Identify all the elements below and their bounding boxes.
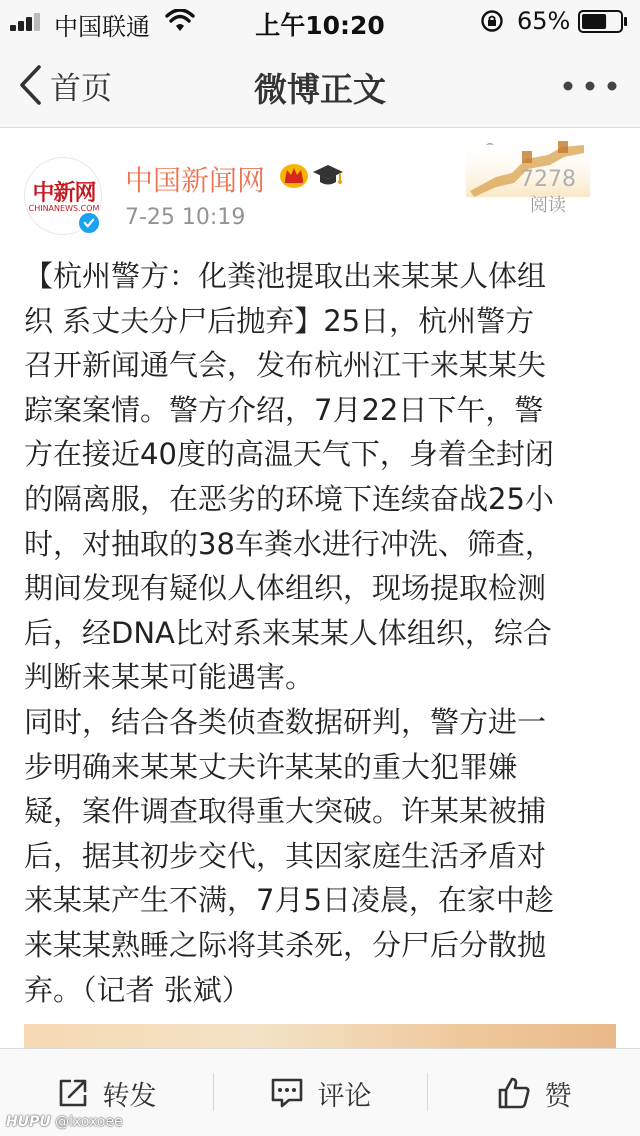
graduation-cap-icon[interactable] bbox=[312, 163, 344, 189]
back-label: 首页 bbox=[50, 70, 112, 107]
battery-percent: 65% bbox=[517, 7, 571, 35]
watermark bbox=[6, 1114, 123, 1130]
watermark-brand: HUPU bbox=[6, 1114, 51, 1130]
nav-bar bbox=[0, 42, 640, 128]
comment-button[interactable] bbox=[214, 1049, 427, 1136]
avatar-subtitle: CHINANEWS.COM bbox=[28, 204, 100, 213]
status-time: 上午10:20 bbox=[255, 11, 385, 40]
orientation-lock-icon bbox=[480, 9, 504, 33]
like-label: 赞 bbox=[544, 1080, 572, 1112]
carrier-label: 中国联通 bbox=[54, 13, 150, 41]
verified-icon bbox=[77, 211, 101, 235]
avatar-logo: 中新网 bbox=[32, 180, 96, 206]
comment-icon bbox=[270, 1077, 304, 1109]
thumbs-up-icon bbox=[497, 1076, 531, 1110]
post-text: 【杭州警方：化粪池提取出来某某人体组 织 系丈夫分尸后抛弃】25日，杭州警方 召开新闻通气会，发布杭州江干来某某失 踪案案情。警方介绍，7月22日下午，警 方在接近40度的高温天气下，身着全封闭 的隔离服，在恶劣的环境下连续奋战25小 时，对抽取的38车粪水进行冲洗、筛查， 期间发现有疑似人体组织，现场提取检测 后，经DNA比对系来某某人体组织，综合 判断来某某可能遇害。 同时，结合各类侦查数据研判，警方进一 步明确来某某丈夫许某某的重大犯罪嫌 疑，案件调查取得重大突破。许某某被捕 后，据其初步交代，其因家庭生活矛盾对 来某某产生不满，7月5日凌晨，在家中趁 来某某熟睡之际将其杀死，分尸后分散抛 弃。（记者 张斌） bbox=[24, 259, 554, 1007]
more-icon[interactable] bbox=[562, 80, 618, 92]
battery-icon bbox=[578, 10, 628, 33]
status-bar bbox=[0, 0, 640, 42]
read-count: 7278 bbox=[520, 167, 576, 192]
like-button[interactable] bbox=[428, 1049, 640, 1136]
page-title: 微博正文 bbox=[254, 70, 386, 109]
repost-label: 转发 bbox=[102, 1080, 157, 1112]
post-header bbox=[0, 129, 640, 244]
author-name[interactable]: 中国新闻网 bbox=[125, 164, 266, 197]
post-time: 7-25 10:19 bbox=[125, 205, 246, 230]
repost-icon bbox=[57, 1077, 89, 1109]
watermark-user: @lxoxoee bbox=[55, 1114, 123, 1130]
comment-label: 评论 bbox=[317, 1080, 372, 1112]
read-label: 阅读 bbox=[530, 195, 566, 216]
crown-icon[interactable] bbox=[278, 161, 310, 189]
